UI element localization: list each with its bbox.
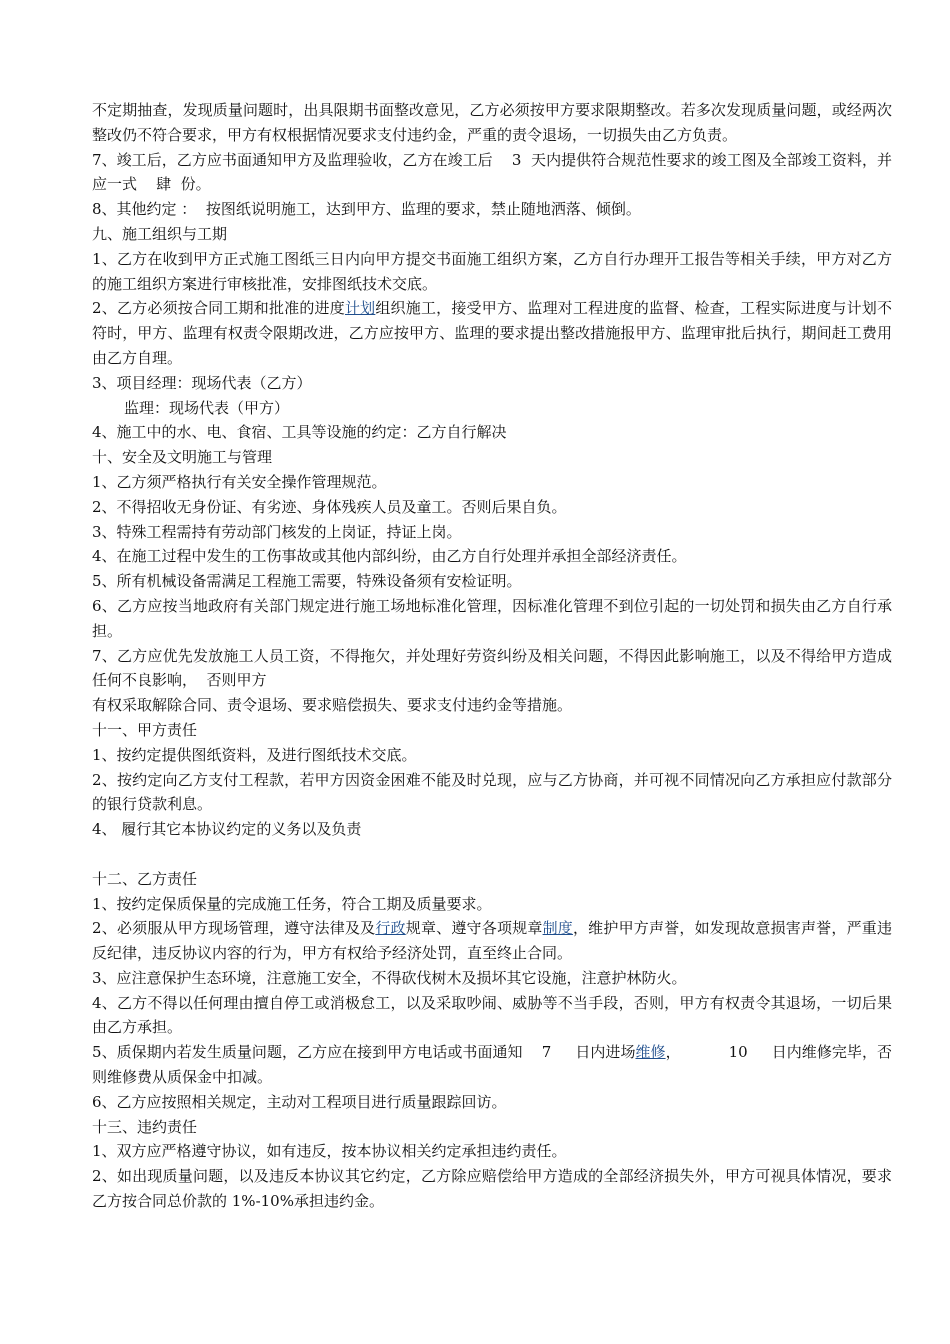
paragraph xyxy=(92,867,892,892)
paragraph xyxy=(92,520,892,545)
paragraph xyxy=(92,1040,892,1090)
paragraph xyxy=(92,1090,892,1115)
paragraph-text: 组织施工，接受甲方、监理对工程进度的监督、检查，工程实际进度与计划不符时，甲方、监理有权责令限期改进，乙方应按甲方、监理的要求提出整改措施报甲方、监理审批后执行，期间赶工费用由乙方自理。 xyxy=(92,299,892,367)
paragraph xyxy=(92,296,892,370)
paragraph-text: 7、竣工后，乙方应书面通知甲方及监理验收，乙方在竣工后 3 天内提供符合规范性要求的竣工图及全部竣工资料，并应一式 肆 份。 xyxy=(92,150,892,194)
paragraph-text: 2、必须服从甲方现场管理，遵守法律及及 xyxy=(92,919,376,938)
paragraph-text: 1、乙方在收到甲方正式施工图纸三日内向甲方提交书面施工组织方案，乙方自行办理开工报告等相关手续，甲方对乙方的施工组织方案进行审核批准，安排图纸技术交底。 xyxy=(92,249,892,293)
hyperlink[interactable]: 行政 xyxy=(375,919,406,938)
paragraph xyxy=(92,148,892,198)
paragraph-text: 4、在施工过程中发生的工伤事故或其他内部纠纷，由乙方自行处理并承担全部经济责任。 xyxy=(92,547,687,566)
blank-line xyxy=(92,842,892,867)
paragraph-text: 4、施工中的水、电、食宿、工具等设施的约定：乙方自行解决 xyxy=(92,423,507,442)
paragraph xyxy=(92,420,892,445)
paragraph-text: 十、安全及文明施工与管理 xyxy=(92,448,273,467)
paragraph-text: 5、质保期内若发生质量问题，乙方应在接到甲方电话或书面通知 7 日内进场 xyxy=(92,1043,636,1062)
hyperlink[interactable]: 制度 xyxy=(542,919,573,938)
paragraph xyxy=(92,718,892,743)
paragraph-text: 九、施工组织与工期 xyxy=(92,224,228,243)
paragraph xyxy=(92,197,892,222)
paragraph-text: 1、按约定保质保量的完成施工任务，符合工期及质量要求。 xyxy=(92,894,492,913)
paragraph xyxy=(92,1115,892,1140)
paragraph-text: 2、按约定向乙方支付工程款，若甲方因资金困难不能及时兑现，应与乙方协商，并可视不同情况向乙方承担应付款部分的银行贷款利息。 xyxy=(92,770,892,814)
paragraph-text: 8、其他约定 ： 按图纸说明施工，达到甲方、监理的要求，禁止随地洒落、倾倒。 xyxy=(92,200,641,219)
paragraph xyxy=(92,544,892,569)
paragraph xyxy=(92,817,892,842)
paragraph-text: 3、特殊工程需持有劳动部门核发的上岗证，持证上岗。 xyxy=(92,522,462,541)
hyperlink[interactable]: 计划 xyxy=(344,299,376,318)
paragraph-text: 6、乙方应按照相关规定，主动对工程项目进行质量跟踪回访。 xyxy=(92,1092,507,1111)
paragraph-text: ，维护甲方声誉，如发现故意损害声誉，严重违反纪律，违反协议内容的行为，甲方有权给予经济处罚，直至终止合同。 xyxy=(92,919,892,963)
paragraph xyxy=(92,98,892,148)
paragraph-text: 7、乙方应优先发放施工人员工资，不得拖欠，并处理好劳资纠纷及相关问题，不得因此影响施工，以及不得给甲方造成任何不良影响， 否则甲方 xyxy=(92,646,892,690)
paragraph xyxy=(92,594,892,644)
paragraph-text: 4、 履行其它本协议约定的义务以及负责 xyxy=(92,820,362,839)
paragraph xyxy=(92,892,892,917)
paragraph-text: 3、项目经理：现场代表（乙方） xyxy=(92,373,312,392)
paragraph-text: 2、如出现质量问题，以及违反本协议其它约定，乙方除应赔偿给甲方造成的全部经济损失外，甲方可视具体情况，要求乙方按合同总价款的 1%-10%承担违约金。 xyxy=(92,1167,892,1211)
paragraph xyxy=(92,644,892,694)
paragraph-text: 6、乙方应按当地政府有关部门规定进行施工场地标准化管理，因标准化管理不到位引起的一切处罚和损失由乙方自行承担。 xyxy=(92,596,892,640)
paragraph-text: 监理：现场代表（甲方） xyxy=(124,398,290,417)
paragraph-text: 1、乙方须严格执行有关安全操作管理规范。 xyxy=(92,472,387,491)
paragraph-text: 1、按约定提供图纸资料，及进行图纸技术交底。 xyxy=(92,745,417,764)
paragraph-text: ， 10 日内维修完毕，否则维修费从质保金中扣减。 xyxy=(92,1043,892,1087)
paragraph xyxy=(92,743,892,768)
paragraph-text: 不定期抽查，发现质量问题时，出具限期书面整改意见，乙方必须按甲方要求限期整改。若多次发现质量问题，或经两次整改仍不符合要求，甲方有权根据情况要求支付违约金，严重的责令退场，一切损失由乙方负责。 xyxy=(92,101,892,144)
paragraph xyxy=(92,1164,892,1214)
paragraph-text: 5、所有机械设备需满足工程施工需要，特殊设备须有安检证明。 xyxy=(92,572,522,591)
paragraph xyxy=(92,371,892,396)
paragraph xyxy=(92,247,892,297)
paragraph xyxy=(92,991,892,1041)
paragraph-text: 十二、乙方责任 xyxy=(92,869,198,888)
paragraph xyxy=(92,396,892,421)
paragraph-text: 有权采取解除合同、责令退场、要求赔偿损失、要求支付违约金等措施。 xyxy=(92,696,573,715)
paragraph xyxy=(92,569,892,594)
paragraph xyxy=(92,222,892,247)
paragraph xyxy=(92,445,892,470)
paragraph-text: 2、乙方必须按合同工期和批准的进度 xyxy=(92,299,345,318)
paragraph xyxy=(92,1139,892,1164)
paragraph-text: 十一、甲方责任 xyxy=(92,720,198,739)
paragraph xyxy=(92,916,892,966)
paragraph-text: 十三、违约责任 xyxy=(92,1117,198,1136)
hyperlink[interactable]: 维修 xyxy=(635,1043,666,1062)
paragraph-text: 3、应注意保护生态环境，注意施工安全，不得砍伐树木及损坏其它设施，注意护林防火。 xyxy=(92,968,687,987)
paragraph-text: 规章、遵守各项规章 xyxy=(405,919,543,938)
paragraph xyxy=(92,693,892,718)
paragraph-text: 1、双方应严格遵守协议，如有违反，按本协议相关约定承担违约责任。 xyxy=(92,1142,567,1161)
paragraph xyxy=(92,966,892,991)
paragraph-text: 2、不得招收无身份证、有劣迹、身体残疾人员及童工。否则后果自负。 xyxy=(92,497,567,516)
paragraph xyxy=(92,495,892,520)
paragraph xyxy=(92,768,892,818)
paragraph xyxy=(92,470,892,495)
paragraph-text: 4、乙方不得以任何理由擅自停工或消极怠工，以及采取吵闹、威胁等不当手段，否则，甲方有权责令其退场，一切后果由乙方承担。 xyxy=(92,993,892,1037)
